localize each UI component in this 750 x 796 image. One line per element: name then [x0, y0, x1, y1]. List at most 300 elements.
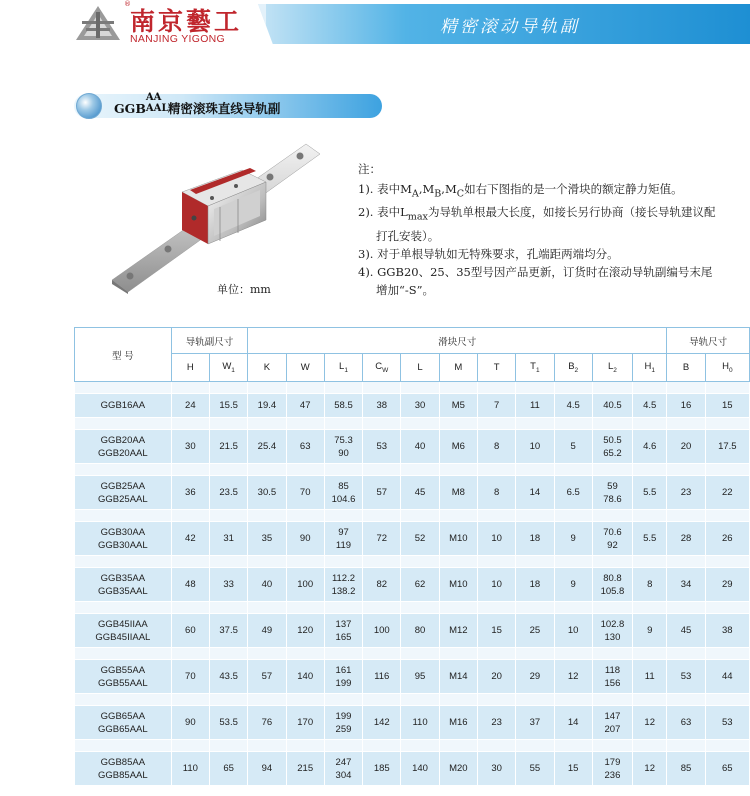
spacer-cell [705, 740, 749, 752]
model-number: GGB16AA [100, 400, 146, 411]
value-cell-l [401, 752, 439, 786]
column-header-symbol: H [644, 361, 652, 373]
cell-value: 52 [414, 533, 426, 544]
value-cell-h [171, 394, 209, 418]
cell-value: 30.5 [257, 487, 277, 498]
value-cell-t1 [516, 430, 554, 464]
spacer-cell [171, 510, 209, 522]
value-cell-h0 [705, 706, 749, 740]
column-header [286, 354, 324, 382]
cell-value: 53.5 [219, 717, 238, 728]
value-cell-w [286, 394, 324, 418]
note-1-sub: B [434, 188, 442, 200]
value-cell-h1 [633, 522, 667, 556]
cell-value: 199 [335, 710, 352, 722]
spacer-cell [633, 464, 667, 476]
note-4-continuation: 增加“-S”。 [376, 282, 435, 297]
value-cell-l [401, 522, 439, 556]
spacer-cell [171, 464, 209, 476]
value-cell-k [248, 522, 286, 556]
value-cell-h [171, 476, 209, 510]
cell-value: 95 [414, 671, 426, 682]
spacer-cell [592, 510, 632, 522]
spacer-cell [248, 602, 286, 614]
spacer-cell [75, 694, 172, 706]
cell-value: 65 [722, 763, 733, 774]
spacer-cell [705, 382, 749, 394]
value-cell-k [248, 706, 286, 740]
spacer-cell [592, 694, 632, 706]
spacer-cell [477, 694, 515, 706]
brand-name-cn: 南京藝工 [130, 7, 243, 36]
spacer-cell [592, 602, 632, 614]
spacer-cell [75, 418, 172, 430]
spacer-cell [363, 694, 401, 706]
spacer-cell [439, 418, 477, 430]
cell-value: 179 [604, 756, 621, 768]
spacer-cell [516, 382, 554, 394]
spacer-cell [209, 418, 247, 430]
cell-value: 40 [414, 441, 426, 452]
table-row [75, 522, 750, 556]
cell-value: 9 [647, 625, 653, 636]
note-1-sub: A [411, 188, 419, 200]
column-header-symbol: B [568, 361, 575, 373]
table-column-header-row [75, 354, 750, 382]
cell-value: 48 [185, 579, 196, 590]
cell-value: 20 [680, 441, 692, 452]
cell-value: 72 [376, 533, 388, 544]
column-header-subscript: 0 [728, 366, 733, 374]
value-cell-m [439, 752, 477, 786]
cell-value: 137 [335, 618, 352, 630]
cell-value: 14 [567, 717, 579, 728]
value-cell-w1 [209, 614, 247, 648]
value-cell-b [667, 522, 705, 556]
cell-value: 30 [185, 441, 196, 452]
value-cell-l [401, 660, 439, 694]
value-cell-cw [363, 660, 401, 694]
cell-value: 259 [335, 723, 352, 735]
column-header [705, 354, 749, 382]
spacer-cell [75, 510, 172, 522]
cell-value: 49 [261, 625, 273, 636]
value-cell-k [248, 394, 286, 418]
value-cell-m [439, 394, 477, 418]
value-cell-t1 [516, 706, 554, 740]
model-number: GGB85AAL [98, 769, 148, 781]
model-cell [75, 430, 172, 464]
value-cell-l1 [324, 476, 362, 510]
value-cell-cw [363, 394, 401, 418]
table-row [75, 614, 750, 648]
value-cell-b [667, 476, 705, 510]
cell-value: 185 [373, 763, 390, 774]
model-cell [75, 752, 172, 786]
value-cell-b [667, 430, 705, 464]
spacer-cell [554, 464, 592, 476]
cell-value: 57 [376, 487, 388, 498]
note-2-continuation: 打孔安装）。 [376, 228, 440, 243]
spacer-cell [516, 464, 554, 476]
spacer-cell [324, 694, 362, 706]
value-cell-w [286, 522, 324, 556]
model-number: GGB65AA [100, 710, 146, 722]
section-title [114, 92, 281, 117]
cell-value: 130 [604, 631, 621, 643]
spacer-cell [554, 648, 592, 660]
model-cell [75, 706, 172, 740]
column-header [592, 354, 632, 382]
spacer-cell [75, 648, 172, 660]
spacer-cell [667, 648, 705, 660]
spacer-cell [633, 510, 667, 522]
table-row [75, 394, 750, 418]
cell-value: 38 [376, 400, 388, 411]
spacer-cell [363, 648, 401, 660]
spacer-cell [439, 694, 477, 706]
value-cell-l [401, 430, 439, 464]
spacer-cell [667, 556, 705, 568]
column-header-symbol: K [263, 362, 271, 373]
value-cell-h1 [633, 752, 667, 786]
cell-value: 90 [299, 533, 311, 544]
value-cell-w1 [209, 660, 247, 694]
value-cell-t [477, 476, 515, 510]
cell-value: 60 [185, 625, 196, 636]
value-cell-b [667, 752, 705, 786]
spacer-cell [324, 382, 362, 394]
value-cell-m [439, 568, 477, 602]
cell-value: 23 [680, 487, 692, 498]
column-header [667, 354, 705, 382]
cell-value: 12 [644, 763, 655, 774]
spacer-cell [439, 464, 477, 476]
table-row [75, 568, 750, 602]
linear-guide-product-image [110, 140, 320, 294]
value-cell-w [286, 430, 324, 464]
value-cell-l2 [592, 522, 632, 556]
column-header [516, 354, 554, 382]
cell-value: 31 [223, 533, 234, 544]
cell-value: 92 [607, 539, 618, 551]
value-cell-m [439, 476, 477, 510]
spacer-cell [75, 382, 172, 394]
section-bullet-icon [76, 93, 102, 119]
note-4-part: 4). GGB20、25、35型号因产品更新，订货时在滚动导轨副编号末尾 [358, 264, 713, 279]
cell-value: 70 [185, 671, 196, 682]
value-cell-l1 [324, 706, 362, 740]
spacer-cell [705, 464, 749, 476]
model-number: GGB85AA [100, 756, 146, 768]
cell-value: M10 [449, 533, 468, 544]
spacer-cell [633, 418, 667, 430]
value-cell-b2 [554, 430, 592, 464]
cell-value: 18 [529, 533, 541, 544]
spacer-cell [324, 418, 362, 430]
value-cell-l [401, 394, 439, 418]
cell-value: 120 [297, 625, 314, 636]
spacer-cell [286, 740, 324, 752]
model-number: GGB25AAL [98, 493, 148, 505]
value-cell-w1 [209, 568, 247, 602]
value-cell-t [477, 522, 515, 556]
spacer-cell [248, 648, 286, 660]
model-number: GGB55AAL [98, 677, 148, 689]
cell-value: 40 [261, 579, 273, 590]
value-cell-l1 [324, 394, 362, 418]
spacer-cell [516, 510, 554, 522]
cell-value: 82 [376, 579, 388, 590]
value-cell-t1 [516, 614, 554, 648]
column-header [363, 354, 401, 382]
value-cell-l1 [324, 522, 362, 556]
cell-value: 247 [335, 756, 352, 768]
column-header-subscript: 1 [231, 366, 235, 374]
value-cell-b2 [554, 476, 592, 510]
spacer-cell [477, 740, 515, 752]
value-cell-w1 [209, 394, 247, 418]
value-cell-b2 [554, 706, 592, 740]
value-cell-t1 [516, 568, 554, 602]
spacer-cell [705, 694, 749, 706]
value-cell-l [401, 568, 439, 602]
cell-value: 22 [722, 487, 733, 498]
cell-value: 236 [604, 769, 621, 781]
cell-value: 9 [570, 579, 576, 590]
cell-value: 4.5 [643, 400, 657, 411]
cell-value: 35 [261, 533, 273, 544]
cell-value: 29 [529, 671, 541, 682]
spacer-cell [705, 648, 749, 660]
cell-value: 36 [185, 487, 196, 498]
value-cell-b [667, 568, 705, 602]
spacer-cell [439, 556, 477, 568]
cell-value: 4.6 [643, 441, 657, 452]
spacer-cell [324, 602, 362, 614]
value-cell-h0 [705, 394, 749, 418]
spacer-cell [592, 648, 632, 660]
registered-mark: ® [124, 0, 131, 8]
model-number: GGB65AAL [98, 723, 148, 735]
cell-value: 59 [607, 480, 618, 492]
column-header-subscript: 2 [613, 366, 617, 374]
note-item-3: 3). 对于单根导轨如无特殊要求，孔端距两端均分。 [358, 246, 619, 261]
value-cell-t1 [516, 752, 554, 786]
spacer-cell [554, 694, 592, 706]
cell-value: 78.6 [603, 493, 622, 505]
value-cell-t1 [516, 522, 554, 556]
value-cell-t1 [516, 394, 554, 418]
value-cell-h [171, 522, 209, 556]
spacer-cell [477, 382, 515, 394]
spacer-cell [667, 602, 705, 614]
column-header-symbol: M [454, 362, 463, 373]
value-cell-t [477, 660, 515, 694]
value-cell-h1 [633, 394, 667, 418]
cell-value: 90 [338, 447, 349, 459]
spacer-cell [209, 648, 247, 660]
model-number: GGB55AA [100, 664, 146, 676]
spacer-cell [633, 694, 667, 706]
table-row [75, 660, 750, 694]
column-header-symbol: L [417, 362, 423, 373]
spacer-cell [324, 648, 362, 660]
column-header [209, 354, 247, 382]
column-header [324, 354, 362, 382]
spacer-cell [633, 556, 667, 568]
spacer-cell [554, 382, 592, 394]
table-row [75, 706, 750, 740]
cell-value: 17.5 [718, 441, 737, 452]
value-cell-b [667, 706, 705, 740]
model-cell [75, 568, 172, 602]
value-cell-h [171, 660, 209, 694]
value-cell-t1 [516, 476, 554, 510]
section-title-text: 精密滚珠直线导轨副 [167, 101, 281, 116]
page-header [0, 0, 750, 48]
table-body [75, 382, 750, 786]
cell-value: 26 [722, 533, 733, 544]
cell-value: M6 [451, 441, 465, 452]
column-header-subscript: 2 [574, 366, 579, 374]
company-logo-icon [74, 4, 122, 42]
value-cell-l [401, 614, 439, 648]
table-spacer-row [75, 418, 750, 430]
spacer-cell [439, 740, 477, 752]
value-cell-w [286, 568, 324, 602]
model-number: GGB30AA [100, 526, 146, 538]
value-cell-k [248, 568, 286, 602]
cell-value: 97 [338, 526, 349, 538]
value-cell-l1 [324, 752, 362, 786]
value-cell-h [171, 614, 209, 648]
model-number: GGB45IIAA [98, 618, 148, 630]
cell-value: 45 [414, 487, 426, 498]
value-cell-m [439, 706, 477, 740]
spacer-cell [248, 418, 286, 430]
cell-value: 8 [493, 487, 500, 498]
column-header [171, 354, 209, 382]
column-header [477, 354, 515, 382]
cell-value: 20 [491, 671, 502, 682]
table-spacer-row [75, 740, 750, 752]
value-cell-t [477, 706, 515, 740]
spacer-cell [248, 510, 286, 522]
cell-value: 85 [338, 480, 349, 492]
value-cell-h0 [705, 660, 749, 694]
cell-value: 80 [414, 625, 426, 636]
model-number: GGB25AA [100, 480, 146, 492]
cell-value: 138.2 [331, 585, 356, 597]
note-2-sub: max [407, 211, 428, 223]
spacer-cell [171, 602, 209, 614]
note-2-part: 为导轨单根最大长度，如接长另行协商（接长导轨建议配 [427, 205, 716, 220]
cell-value: M20 [449, 763, 468, 774]
spacer-cell [286, 648, 324, 660]
cell-value: 5.5 [643, 533, 657, 544]
spacer-cell [286, 464, 324, 476]
spacer-cell [324, 464, 362, 476]
spacer-cell [554, 740, 592, 752]
value-cell-w1 [209, 706, 247, 740]
spacer-cell [439, 382, 477, 394]
column-header-symbol: H [186, 362, 194, 373]
cell-value: 140 [412, 763, 428, 774]
model-number: GGB30AAL [98, 539, 148, 551]
spacer-cell [516, 602, 554, 614]
value-cell-w1 [209, 430, 247, 464]
spacer-cell [209, 510, 247, 522]
cell-value: 30 [414, 400, 426, 411]
cell-value: 18 [529, 579, 541, 590]
value-cell-cw [363, 706, 401, 740]
section-stack-top: AA [145, 92, 162, 103]
value-cell-cw [363, 430, 401, 464]
header-model: 型 号 [75, 328, 172, 382]
spacer-cell [401, 602, 439, 614]
cell-value: 165 [335, 631, 352, 643]
spacer-cell [516, 556, 554, 568]
cell-value: 140 [297, 671, 314, 682]
spacer-cell [554, 602, 592, 614]
value-cell-b2 [554, 522, 592, 556]
cell-value: 4.5 [566, 400, 580, 411]
model-cell [75, 614, 172, 648]
cell-value: M14 [449, 671, 468, 682]
cell-value: 30 [491, 763, 502, 774]
cell-value: 199 [335, 677, 352, 689]
header-block: 滑块尺寸 [248, 328, 667, 354]
value-cell-w [286, 660, 324, 694]
spacer-cell [363, 418, 401, 430]
header-rail: 导轨尺寸 [667, 328, 750, 354]
spacer-cell [363, 382, 401, 394]
spacer-cell [516, 694, 554, 706]
spacer-cell [171, 556, 209, 568]
cell-value: 25.4 [257, 441, 277, 452]
column-header-symbol: T [530, 361, 536, 373]
value-cell-h [171, 752, 209, 786]
value-cell-m [439, 660, 477, 694]
cell-value: 8 [647, 579, 653, 590]
column-header-symbol: T [493, 362, 500, 373]
value-cell-k [248, 430, 286, 464]
cell-value: 75.3 [334, 434, 353, 446]
cell-value: 65.2 [603, 447, 622, 459]
cell-value: 11 [644, 671, 655, 682]
spacer-cell [401, 464, 439, 476]
cell-value: 215 [297, 763, 314, 774]
spacer-cell [286, 602, 324, 614]
cell-value: M8 [451, 487, 465, 498]
spacer-cell [363, 556, 401, 568]
unit-label: 单位：mm [217, 283, 271, 296]
spacer-cell [477, 510, 515, 522]
value-cell-cw [363, 522, 401, 556]
cell-value: 15 [567, 763, 579, 774]
spacer-cell [477, 418, 515, 430]
cell-value: 42 [185, 533, 196, 544]
cell-value: 15.5 [219, 400, 238, 411]
spacer-cell [516, 418, 554, 430]
value-cell-h [171, 706, 209, 740]
cell-value: 45 [680, 625, 692, 636]
spacer-cell [248, 382, 286, 394]
table-spacer-row [75, 382, 750, 394]
spacer-cell [667, 740, 705, 752]
spacer-cell [667, 510, 705, 522]
